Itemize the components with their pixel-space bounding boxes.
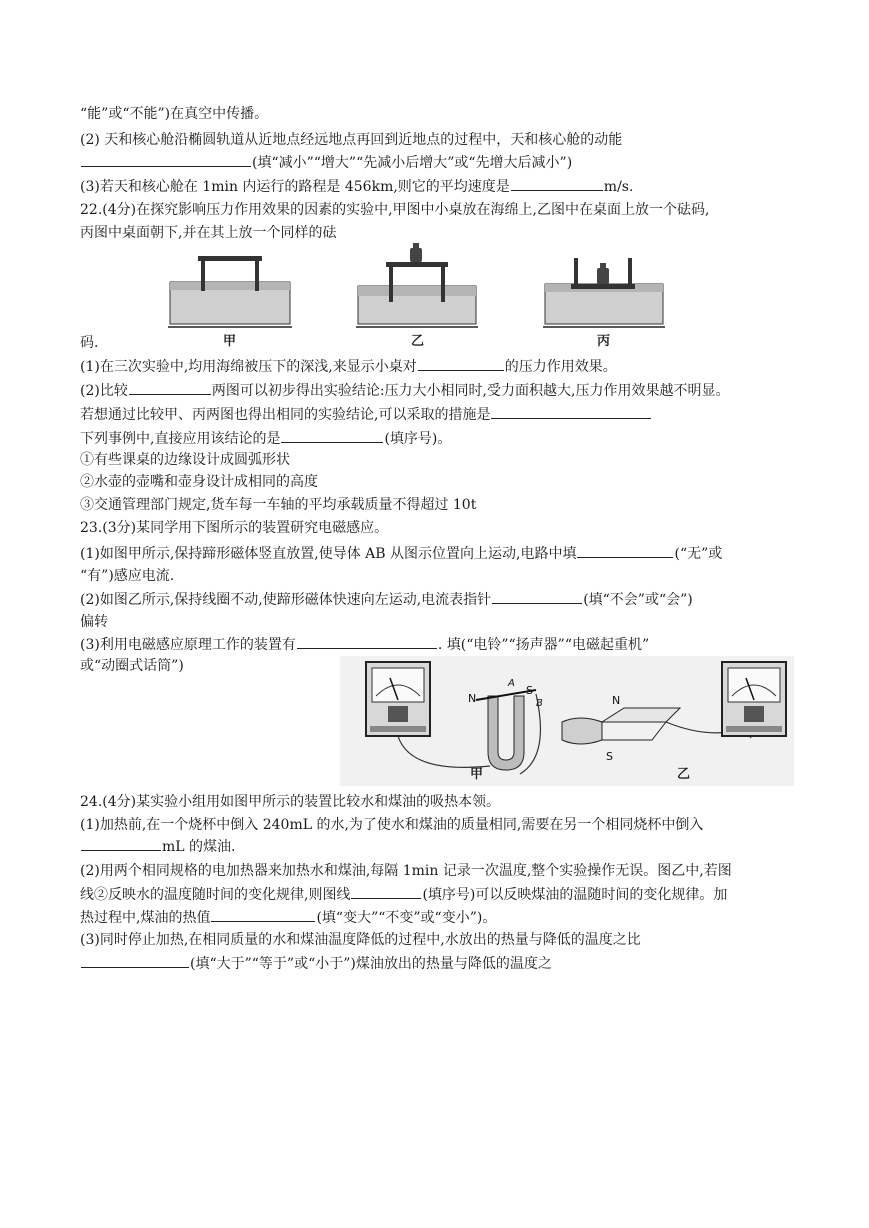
q22-line2: 丙图中桌面朝下,并在其上放一个同样的砝 bbox=[80, 225, 337, 241]
answer-blank[interactable] bbox=[297, 634, 437, 649]
q24-line7: (3)同时停止加热,在相同质量的水和煤油温度降低的过程中,水放出的热量与降低的温度之比 bbox=[80, 932, 641, 948]
q23-line1: 23.(3分)某同学用下图所示的装置研究电磁感应。 bbox=[80, 520, 389, 536]
sponge-table-figure-yi bbox=[356, 240, 478, 332]
figure-label-jia-23: 甲 bbox=[470, 767, 484, 782]
q24-line6: 热过程中,煤油的热值 (填“变大”“不变”或“变小”)。 bbox=[80, 907, 809, 928]
pole-label-s-yi: S bbox=[606, 750, 613, 763]
answer-blank[interactable] bbox=[418, 356, 504, 371]
q22-line4: (1)在三次实验中,均用海绵被压下的深浅,来显示小桌对 的压力作用效果。 bbox=[80, 356, 809, 377]
answer-blank[interactable] bbox=[81, 953, 189, 968]
q22-option2: ②水壶的壶嘴和壶身设计成相同的高度 bbox=[80, 474, 318, 490]
figure-label-yi-23: 乙 bbox=[677, 767, 691, 782]
answer-blank[interactable] bbox=[492, 589, 582, 604]
q23-line7: 或“动圈式话筒”) bbox=[80, 658, 184, 674]
sponge-table-figure-bing bbox=[543, 250, 665, 332]
answer-blank[interactable] bbox=[81, 836, 161, 851]
q23-line5: 偏转 bbox=[80, 614, 108, 630]
q22-line5: (2)比较 两图可以初步得出实验结论:压力大小相同时,受力面积越大,压力作用效果越不明显。 bbox=[80, 380, 809, 401]
q24-line4: (2)用两个相同规格的电加热器来加热水和煤油,每隔 1min 记录一次温度,整个实验操作无误。图乙中,若图 bbox=[80, 863, 732, 879]
answer-blank[interactable] bbox=[211, 907, 315, 922]
q23-line4: (2)如图乙所示,保持线圈不动,使蹄形磁体快速向左运动,电流表指针 (填“不会”或“会”) bbox=[80, 589, 809, 610]
q24-line1: 24.(4分)某实验小组用如图甲所示的装置比较水和煤油的吸热本领。 bbox=[80, 794, 501, 810]
q23-line6: (3)利用电磁感应原理工作的装置有 . 填(“电铃”“扬声器”“电磁起重机” bbox=[80, 634, 809, 655]
q21-line1: “能”或“不能”)在真空中传播。 bbox=[80, 106, 269, 122]
answer-blank[interactable] bbox=[129, 380, 211, 395]
pole-label-n-yi: N bbox=[612, 694, 621, 707]
answer-blank[interactable] bbox=[351, 884, 421, 899]
answer-blank[interactable] bbox=[281, 428, 383, 443]
sponge-table-figure-jia bbox=[168, 250, 292, 332]
q22-option3: ③交通管理部门规定,货车每一车轴的平均承载质量不得超过 10t bbox=[80, 497, 477, 513]
q22-line3: 码. bbox=[80, 335, 99, 351]
electromagnetic-induction-figure bbox=[340, 656, 794, 786]
answer-blank[interactable] bbox=[491, 404, 651, 419]
figure-label-bing: 丙 bbox=[597, 334, 611, 349]
q24-line3: mL 的煤油. bbox=[80, 836, 809, 857]
pole-label-s: S bbox=[526, 684, 533, 697]
answer-blank[interactable] bbox=[81, 152, 251, 167]
q24-line2: (1)加热前,在一个烧杯中倒入 240mL 的水,为了使水和煤油的质量相同,需要在另一个相同烧杯中倒入 bbox=[80, 817, 704, 833]
q23-line2: (1)如图甲所示,保持蹄形磁体竖直放置,使导体 AB 从图示位置向上运动,电路中填 (“无”或 bbox=[80, 543, 809, 564]
pole-label-n: N bbox=[468, 692, 477, 705]
q23-line3: “有”)感应电流. bbox=[80, 568, 175, 584]
q24-line5: 线②反映水的温度随时间的变化规律,则图线 (填序号)可以反映煤油的温随时间的变化规律。加 bbox=[80, 884, 809, 905]
q21-line3: (填“减小”“增大”“先减小后增大”或“先增大后减小”) bbox=[80, 152, 809, 173]
q22-option1: ①有些课桌的边缘设计成圆弧形状 bbox=[80, 452, 290, 468]
q22-line6: 若想通过比较甲、丙两图也得出相同的实验结论,可以采取的措施是 bbox=[80, 404, 809, 425]
figure-label-jia: 甲 bbox=[223, 334, 237, 349]
figure-label-yi: 乙 bbox=[411, 334, 425, 349]
q21-line4: (3)若天和核心舱在 1min 内运行的路程是 456km,则它的平均速度是 m/s. bbox=[80, 176, 809, 197]
q21-line2: (2) 天和核心舱沿椭圆轨道从近地点经远地点再回到近地点的过程中，天和核心舱的动能 bbox=[80, 132, 623, 148]
q22-line7: 下列事例中,直接应用该结论的是 (填序号)。 bbox=[80, 428, 809, 449]
q24-line8: (填“大于”“等于”或“小于”)煤油放出的热量与降低的温度之 bbox=[80, 953, 809, 974]
answer-blank[interactable] bbox=[577, 543, 673, 558]
conductor-label-b: B bbox=[536, 698, 543, 709]
conductor-label-a: A bbox=[508, 678, 515, 689]
answer-blank[interactable] bbox=[511, 176, 603, 191]
q22-line1: 22.(4分)在探究影响压力作用效果的因素的实验中,甲图中小桌放在海绵上,乙图中在桌面上放一个砝码, bbox=[80, 202, 710, 218]
